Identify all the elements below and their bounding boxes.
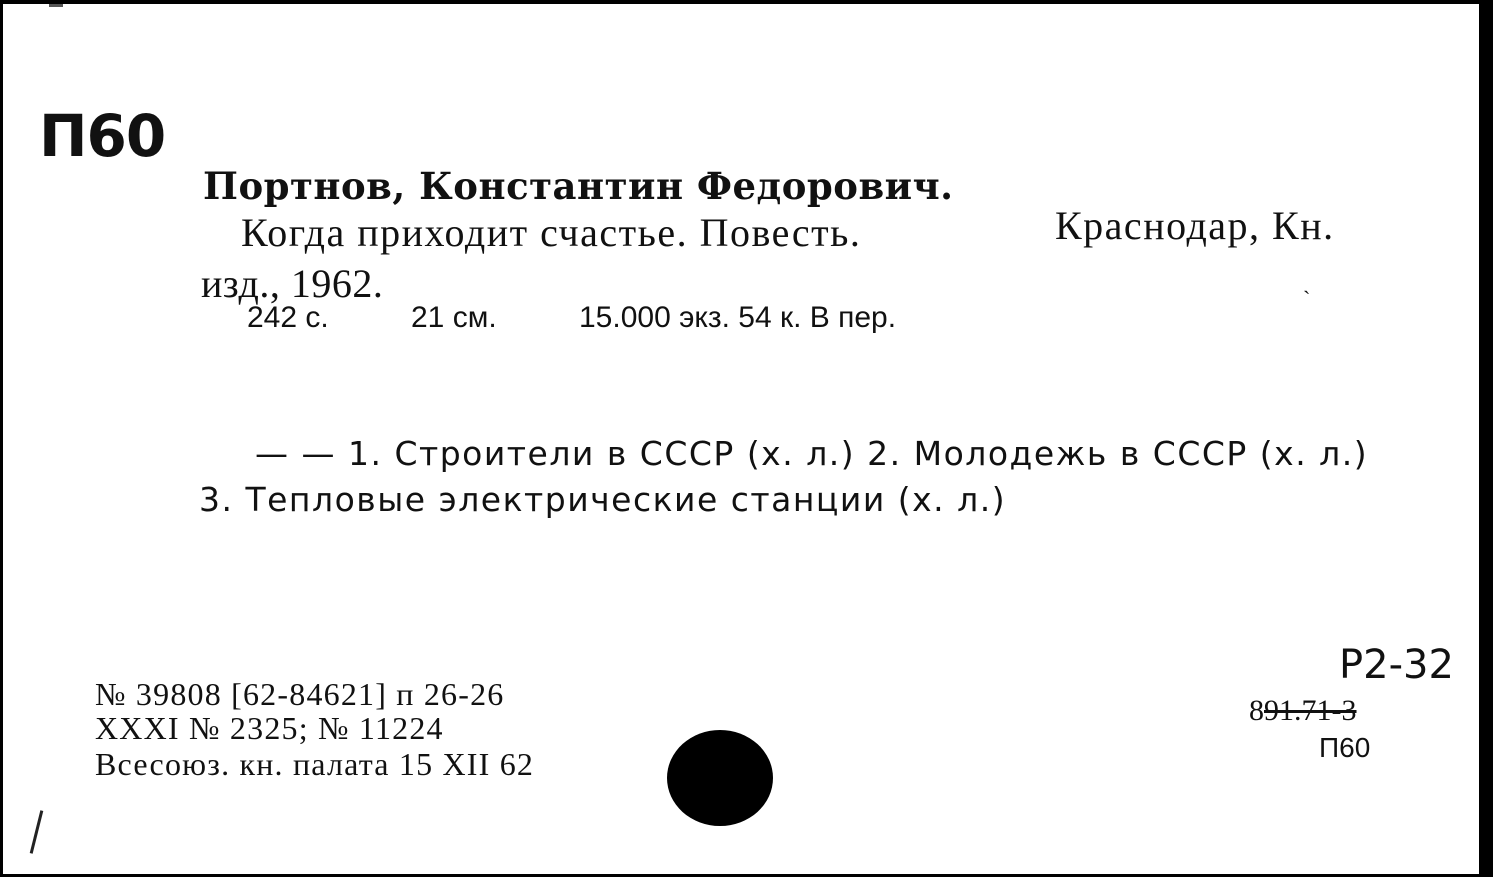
publication-place: Краснодар, Кн.	[1055, 203, 1335, 248]
subject-headings-line-2: 3. Тепловые электрические станции (х. л.)	[199, 480, 1007, 519]
pencil-slash-mark	[30, 810, 44, 853]
handwritten-call-number: П60	[39, 102, 166, 170]
punch-hole	[667, 730, 773, 826]
shelf-call-number: П60	[1319, 732, 1371, 763]
publisher-year: изд., 1962.	[201, 261, 384, 306]
imprint-line-2: XXXI № 2325; № 11224	[95, 710, 444, 746]
imprint-line-3: Всесоюз. кн. палата 15 XII 62	[95, 746, 535, 782]
book-title: Когда приходит счастье. Повесть.	[241, 210, 862, 255]
shelf-code-old-struck: 91.71-3	[1264, 694, 1357, 727]
scan-mark	[49, 4, 63, 7]
book-size: 21 см.	[411, 301, 497, 334]
page-count: 242 с.	[247, 301, 329, 334]
tick-mark: ˋ	[1303, 286, 1311, 311]
shelf-code-old-prefix: 8	[1249, 694, 1264, 727]
shelf-code-handwritten: Р2-32	[1339, 642, 1454, 688]
shelf-code-old	[1249, 694, 1357, 728]
author-heading: Портнов, Константин Федорович.	[203, 164, 954, 208]
imprint-line-1: № 39808 [62-84621] п 26-26	[95, 676, 505, 712]
subject-headings-line-1: — — 1. Строители в СССР (х. л.) 2. Молодежь в СССР (х. л.)	[255, 434, 1369, 473]
print-run-price: 15.000 экз. 54 к. В пер.	[579, 301, 897, 334]
